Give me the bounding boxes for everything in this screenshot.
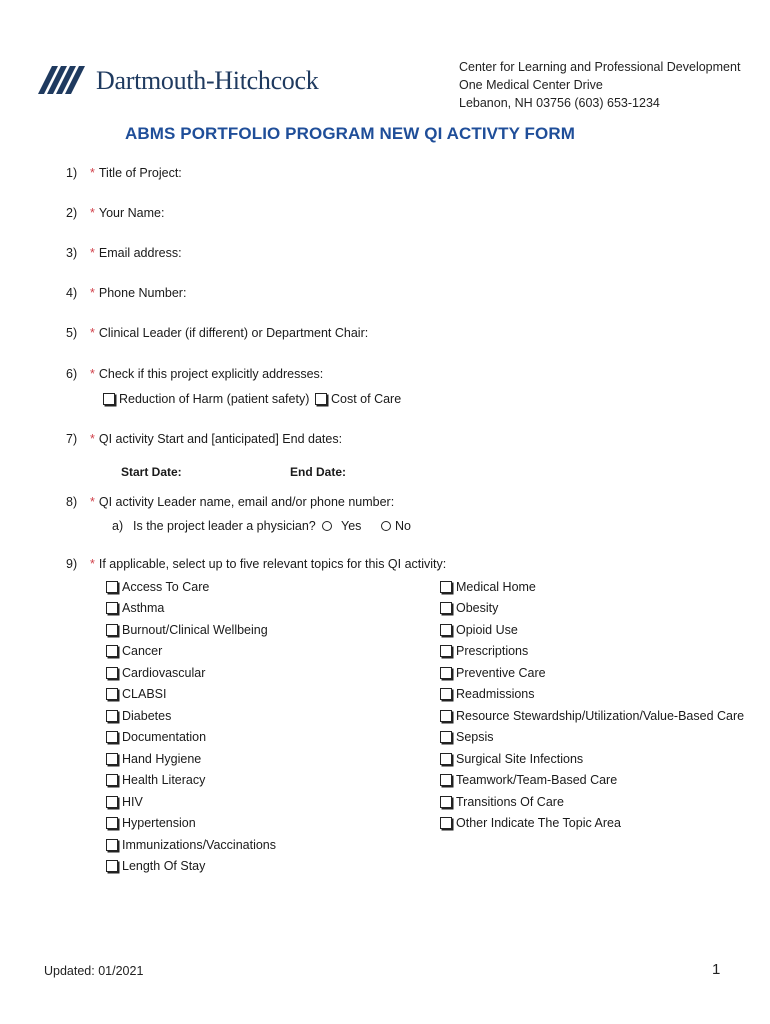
checkbox[interactable] bbox=[440, 796, 452, 808]
topic-cardiovascular[interactable] bbox=[106, 662, 276, 684]
topic-label: Surgical Site Infections bbox=[456, 751, 584, 766]
topic-asthma[interactable] bbox=[106, 598, 276, 620]
checkbox[interactable] bbox=[440, 817, 452, 829]
required-mark: * bbox=[90, 326, 95, 340]
header-address bbox=[459, 58, 740, 112]
question-number: 3) bbox=[66, 246, 78, 260]
topic-label: Access To Care bbox=[122, 579, 210, 594]
end-date-label: End Date: bbox=[290, 465, 347, 479]
physician-no-option[interactable] bbox=[381, 519, 411, 533]
topic-sepsis[interactable] bbox=[440, 727, 744, 749]
checkbox[interactable] bbox=[440, 581, 452, 593]
topic-length-of-stay[interactable] bbox=[106, 856, 276, 878]
radio-no-label: No bbox=[395, 519, 411, 533]
checkbox[interactable] bbox=[106, 645, 118, 657]
checkbox[interactable] bbox=[103, 393, 115, 405]
topic-other[interactable] bbox=[440, 813, 744, 835]
topic-burnout[interactable] bbox=[106, 619, 276, 641]
question-label: If applicable, select up to five relevant topics for this QI activity: bbox=[98, 557, 447, 571]
topic-immunizations[interactable] bbox=[106, 834, 276, 856]
physician-yes-option[interactable] bbox=[322, 519, 361, 533]
checkbox[interactable] bbox=[106, 667, 118, 679]
required-mark: * bbox=[90, 432, 95, 446]
question-dates bbox=[66, 432, 342, 446]
page-number: 1 bbox=[712, 961, 721, 978]
checkbox[interactable] bbox=[106, 731, 118, 743]
topic-label: Cardiovascular bbox=[122, 665, 206, 680]
checkbox[interactable] bbox=[106, 817, 118, 829]
physician-question bbox=[112, 519, 316, 533]
topic-medical-home[interactable] bbox=[440, 576, 744, 598]
logo-text: Dartmouth-Hitchcock bbox=[96, 66, 319, 95]
topic-label: Immunizations/Vaccinations bbox=[122, 837, 277, 852]
topic-health-literacy[interactable] bbox=[106, 770, 276, 792]
checkbox[interactable] bbox=[106, 624, 118, 636]
topic-teamwork[interactable] bbox=[440, 770, 744, 792]
question-label: Check if this project explicitly addresses: bbox=[98, 367, 324, 381]
logo-mark-icon bbox=[38, 64, 94, 96]
topic-clabsi[interactable] bbox=[106, 684, 276, 706]
checkbox[interactable] bbox=[106, 839, 118, 851]
topic-access-to-care[interactable] bbox=[106, 576, 276, 598]
option-label: Cost of Care bbox=[331, 392, 402, 406]
topic-label: Prescriptions bbox=[456, 644, 529, 659]
checkbox[interactable] bbox=[106, 796, 118, 808]
required-mark: * bbox=[90, 246, 95, 260]
checkbox[interactable] bbox=[440, 667, 452, 679]
topic-label: Other Indicate The Topic Area bbox=[456, 816, 621, 831]
question-number: 8) bbox=[66, 495, 78, 509]
checkbox[interactable] bbox=[440, 731, 452, 743]
topic-label: Length Of Stay bbox=[122, 859, 206, 874]
topic-label: Hypertension bbox=[122, 816, 196, 831]
topic-readmissions[interactable] bbox=[440, 684, 744, 706]
topic-label: Medical Home bbox=[456, 579, 536, 594]
question-number: 4) bbox=[66, 286, 78, 300]
topic-label: Cancer bbox=[122, 644, 163, 659]
checkbox[interactable] bbox=[440, 753, 452, 765]
required-mark: * bbox=[90, 286, 95, 300]
topic-label: Teamwork/Team-Based Care bbox=[456, 773, 618, 788]
topic-label: Asthma bbox=[122, 601, 165, 616]
topic-label: Obesity bbox=[456, 601, 499, 616]
address-line: Center for Learning and Professional Development bbox=[459, 60, 741, 74]
topic-label: CLABSI bbox=[122, 687, 167, 702]
question-label: QI activity Start and [anticipated] End dates: bbox=[98, 432, 343, 446]
address-line: One Medical Center Drive bbox=[459, 78, 603, 92]
address-line: Lebanon, NH 03756 (603) 653-1234 bbox=[459, 96, 660, 110]
question-number: 2) bbox=[66, 206, 78, 220]
option-reduction-of-harm[interactable] bbox=[103, 392, 309, 406]
question-label: Email address: bbox=[98, 246, 182, 260]
topic-cancer[interactable] bbox=[106, 641, 276, 663]
checkbox[interactable] bbox=[106, 710, 118, 722]
checkbox[interactable] bbox=[106, 581, 118, 593]
question-number: 5) bbox=[66, 326, 78, 340]
question-number: 7) bbox=[66, 432, 78, 446]
topic-label: Hand Hygiene bbox=[122, 751, 202, 766]
question-number: 6) bbox=[66, 367, 78, 381]
topic-preventive-care[interactable] bbox=[440, 662, 744, 684]
topic-opioid-use[interactable] bbox=[440, 619, 744, 641]
checkbox[interactable] bbox=[440, 774, 452, 786]
checkbox[interactable] bbox=[106, 774, 118, 786]
topic-label: Preventive Care bbox=[456, 665, 546, 680]
question-email bbox=[66, 246, 182, 260]
radio-yes-label: Yes bbox=[341, 519, 362, 533]
checkbox[interactable] bbox=[440, 624, 452, 636]
required-mark: * bbox=[90, 206, 95, 220]
required-mark: * bbox=[90, 557, 95, 571]
topic-label: Health Literacy bbox=[122, 773, 206, 788]
question-your-name bbox=[66, 206, 164, 220]
topic-label: Readmissions bbox=[456, 687, 535, 702]
topic-documentation[interactable] bbox=[106, 727, 276, 749]
checkbox[interactable] bbox=[315, 393, 327, 405]
topic-surgical-site-infections[interactable] bbox=[440, 748, 744, 770]
start-date-label: Start Date: bbox=[121, 465, 182, 479]
question-label: Your Name: bbox=[98, 206, 165, 220]
checkbox[interactable] bbox=[106, 602, 118, 614]
topic-label: Transitions Of Care bbox=[456, 794, 564, 809]
topic-label: Diabetes bbox=[122, 708, 172, 723]
topic-label: Resource Stewardship/Utilization/Value-Based Care bbox=[456, 708, 745, 723]
topic-hypertension[interactable] bbox=[106, 813, 276, 835]
option-label: Reduction of Harm (patient safety) bbox=[119, 392, 310, 406]
question-phone bbox=[66, 286, 186, 300]
question-leader bbox=[66, 495, 394, 509]
dartmouth-hitchcock-logo bbox=[38, 62, 368, 100]
topic-label: Sepsis bbox=[456, 730, 494, 745]
question-topics bbox=[66, 557, 446, 571]
topic-hiv[interactable] bbox=[106, 791, 276, 813]
topic-resource-stewardship[interactable] bbox=[440, 705, 744, 727]
topics-left-column bbox=[106, 576, 276, 877]
required-mark: * bbox=[90, 166, 95, 180]
question-addresses bbox=[66, 367, 323, 381]
radio-no[interactable] bbox=[381, 521, 391, 531]
checkbox[interactable] bbox=[440, 688, 452, 700]
form-title: ABMS PORTFOLIO PROGRAM NEW QI ACTIVTY FORM bbox=[125, 124, 575, 143]
topic-diabetes[interactable] bbox=[106, 705, 276, 727]
question-number: 1) bbox=[66, 166, 78, 180]
topic-transitions-of-care[interactable] bbox=[440, 791, 744, 813]
question-label: Phone Number: bbox=[98, 286, 187, 300]
topic-prescriptions[interactable] bbox=[440, 641, 744, 663]
topic-obesity[interactable] bbox=[440, 598, 744, 620]
checkbox[interactable] bbox=[106, 860, 118, 872]
question-label: Title of Project: bbox=[98, 166, 182, 180]
checkbox[interactable] bbox=[440, 602, 452, 614]
topics-right-column bbox=[440, 576, 744, 834]
required-mark: * bbox=[90, 495, 95, 509]
option-cost-of-care[interactable] bbox=[315, 392, 401, 406]
radio-yes[interactable] bbox=[322, 521, 332, 531]
required-mark: * bbox=[90, 367, 95, 381]
question-clinical-leader bbox=[66, 326, 368, 340]
sub-question-number: a) bbox=[112, 519, 124, 533]
checkbox[interactable] bbox=[106, 753, 118, 765]
topic-label: Documentation bbox=[122, 730, 207, 745]
topic-label: Opioid Use bbox=[456, 622, 518, 637]
topic-label: Burnout/Clinical Wellbeing bbox=[122, 622, 268, 637]
question-label: Clinical Leader (if different) or Department Chair: bbox=[98, 326, 369, 340]
question-label: QI activity Leader name, email and/or phone number: bbox=[98, 495, 395, 509]
checkbox[interactable] bbox=[106, 688, 118, 700]
checkbox[interactable] bbox=[440, 645, 452, 657]
sub-question-label: Is the project leader a physician? bbox=[133, 519, 316, 533]
topic-hand-hygiene[interactable] bbox=[106, 748, 276, 770]
question-title-of-project bbox=[66, 166, 182, 180]
updated-date: Updated: 01/2021 bbox=[44, 964, 144, 978]
topic-label: HIV bbox=[122, 794, 143, 809]
question-number: 9) bbox=[66, 557, 78, 571]
checkbox[interactable] bbox=[440, 710, 452, 722]
